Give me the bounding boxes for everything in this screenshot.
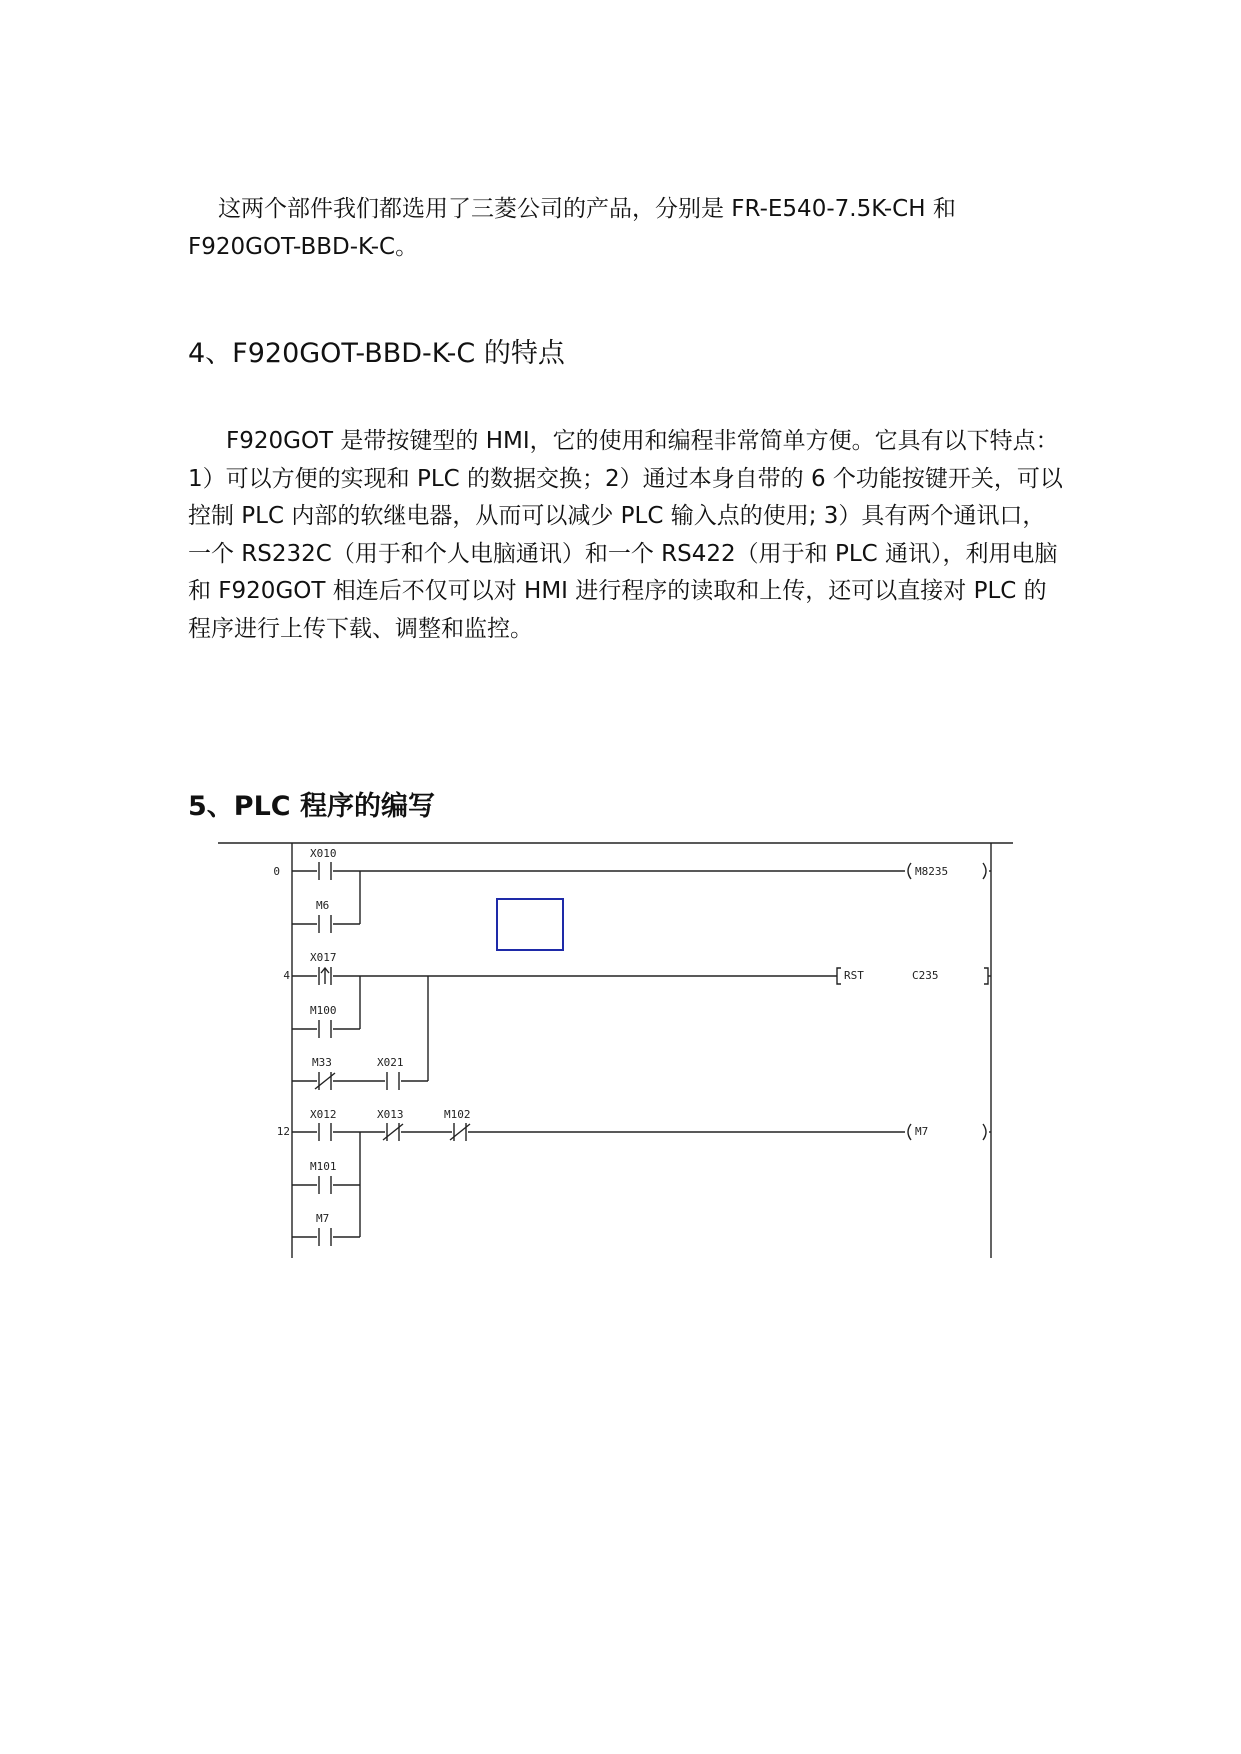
rung12-contact2-nc — [383, 1123, 403, 1141]
rung4-branch-label: M100 — [310, 1004, 337, 1017]
rung4-nc-label: M33 — [312, 1056, 332, 1069]
rung4-series-contact — [387, 1072, 399, 1090]
rung0-coil-left — [908, 863, 911, 879]
rung12-coil-label: M7 — [915, 1125, 929, 1138]
rung12-contact1-label: X012 — [310, 1108, 337, 1121]
section-4-heading: 4、F920GOT-BBD-K-C 的特点 — [188, 338, 565, 369]
rung4-branch-contact — [319, 1020, 331, 1038]
rung4-instruction: RST — [844, 969, 864, 982]
rung0-branch-contact — [319, 915, 331, 933]
rung4-contact-label: X017 — [310, 951, 337, 964]
rung12-step: 12 — [276, 1125, 290, 1138]
intro-paragraph: 这两个部件我们都选用了三菱公司的产品，分别是 FR-E540-7.5K-CH 和 F920GOT-BBD-K-C。 — [188, 196, 956, 260]
rung12-contact2-label: X013 — [377, 1108, 404, 1121]
rung0-step: 0 — [273, 865, 280, 878]
rung12-contact3-label: M102 — [444, 1108, 471, 1121]
rung12-contact3-nc — [450, 1123, 470, 1141]
section-5-heading: 5、PLC 程序的编写 — [188, 791, 435, 822]
rung12-branch1-label: M101 — [310, 1160, 337, 1173]
rung0-contact-label: X010 — [310, 847, 337, 860]
rung4-operand: C235 — [912, 969, 939, 982]
rung12-branch2-label: M7 — [316, 1212, 330, 1225]
rung0-branch-label: M6 — [316, 899, 330, 912]
rung12-contact1 — [319, 1123, 331, 1141]
rung12-coil-left — [908, 1124, 911, 1140]
rung0-no-contact — [319, 862, 331, 880]
features-paragraph: F920GOT 是带按键型的 HMI，它的使用和编程非常简单方便。它具有以下特点：1）可以方便的实现和 PLC 的数据交换；2）通过本身自带的 6 个功能按键开关，可以控制 PLC 内部的软继电器，从而可以减少 PLC 输入点的使用; 3）具有两个通讯口，一个 RS232C（用于和个人电脑通讯）和一个 RS422（用于和 PLC 通讯），利用电脑和 F920GOT 相连后不仅可以对 HMI 进行程序的读取和上传，还可以直接对 PLC 的程序进行上传下载、调整和监控。 — [188, 428, 1063, 642]
rung4-series-label: X021 — [377, 1056, 404, 1069]
rung4-nc-contact — [315, 1072, 335, 1090]
selection-box — [497, 899, 563, 950]
rung12-coil-right — [983, 1124, 986, 1140]
rung0-coil-right — [983, 863, 986, 879]
rung0-coil-label: M8235 — [915, 865, 949, 878]
rung12-branch2-contact — [319, 1228, 331, 1246]
rung4-pulse-contact — [319, 967, 331, 985]
rung4-step: 4 — [283, 969, 290, 982]
rung12-branch1-contact — [319, 1176, 331, 1194]
